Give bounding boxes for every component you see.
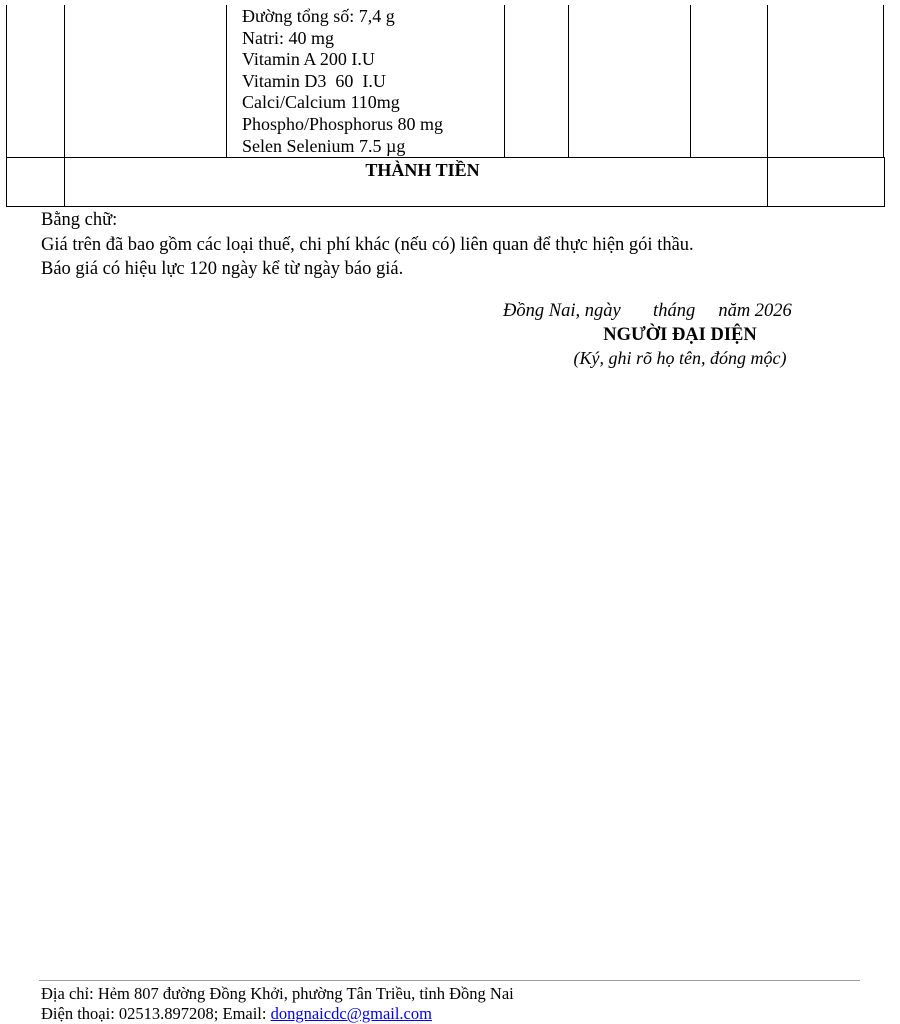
footer-divider	[39, 980, 860, 981]
table-border-right	[884, 157, 885, 207]
spec-line: Vitamin A 200 I.U	[242, 49, 375, 70]
spec-line: Vitamin D3 60 I.U	[242, 70, 386, 91]
amount-in-words-label: Bằng chữ:	[41, 210, 118, 230]
spec-line: Đường tổng số: 7,4 g	[242, 6, 395, 26]
validity-note: Báo giá có hiệu lực 120 ngày kể từ ngày báo giá.	[41, 259, 404, 279]
quotation-notes	[41, 208, 694, 282]
table-border-bottom	[6, 206, 885, 207]
quotation-table	[6, 0, 885, 207]
spec-line: Natri: 40 mg	[242, 27, 334, 48]
table-row-divider	[6, 157, 885, 158]
footer-email-link[interactable]: dongnaicdc@gmail.com	[270, 1004, 432, 1023]
signature-instruction: (Ký, ghi rõ họ tên, đóng mộc)	[573, 348, 787, 368]
page-footer	[41, 984, 514, 1024]
table-border-left	[6, 5, 7, 207]
table-col-divider	[883, 5, 884, 157]
total-label: THÀNH TIỀN	[365, 160, 480, 180]
table-col-divider	[690, 5, 691, 157]
table-col-divider	[568, 5, 569, 157]
table-col-divider	[64, 5, 65, 207]
table-col-divider	[226, 5, 227, 157]
footer-address: Địa chỉ: Hẻm 807 đường Đồng Khởi, phường Tân Triều, tỉnh Đồng Nai	[41, 984, 514, 1003]
spec-line: Calci/Calcium 110mg	[242, 92, 400, 113]
footer-phone: Điện thoại: 02513.897208; Email:	[41, 1004, 271, 1023]
nutrition-spec-list	[242, 6, 443, 157]
spec-line: Phospho/Phosphorus 80 mg	[242, 113, 444, 134]
spec-line: Selen Selenium 7.5 µg	[242, 135, 406, 156]
place-date-line: Đồng Nai, ngày tháng năm 2026	[503, 301, 792, 321]
table-col-divider	[504, 5, 505, 157]
representative-title: NGƯỜI ĐẠI DIỆN	[603, 325, 757, 345]
footer-contact	[41, 1004, 514, 1024]
tax-inclusion-note: Giá trên đã bao gồm các loại thuế, chi phí khác (nếu có) liên quan để thực hiện gói thầu.	[41, 234, 694, 255]
